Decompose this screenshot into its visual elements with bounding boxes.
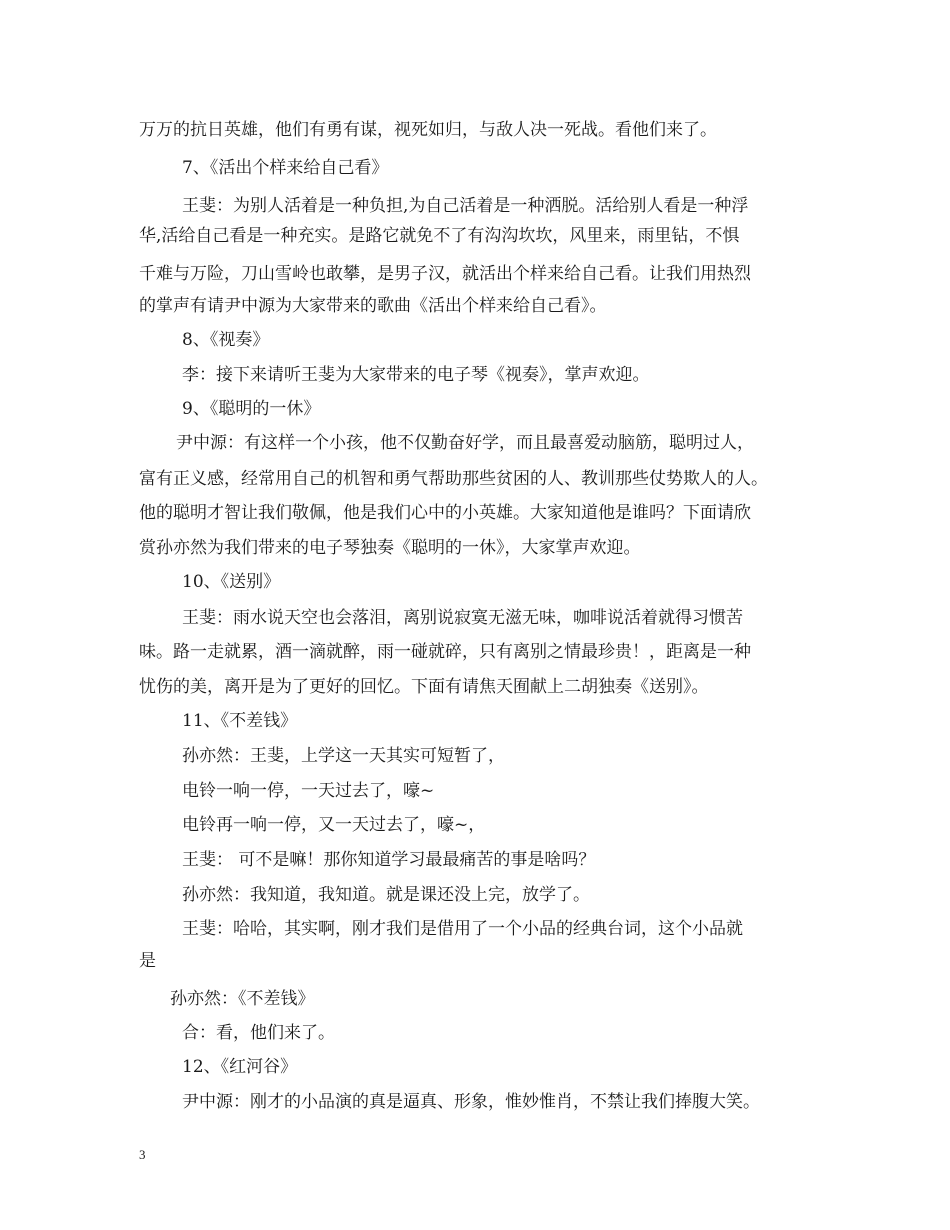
text-line: 孙亦然：王斐，上学这一天其实可短暂了， xyxy=(182,746,505,766)
text-line: 王斐： 可不是嘛！那你知道学习最最痛苦的事是啥吗？ xyxy=(182,850,596,870)
text-line: 孙亦然：《不差钱》 xyxy=(170,989,315,1009)
text-line: 尹中源：刚才的小品演的真是逼真、形象，惟妙惟肖，不禁让我们捧腹大笑。 xyxy=(182,1092,760,1112)
text-line: 赏孙亦然为我们带来的电子琴独奏《聪明的一休》，大家掌声欢迎。 xyxy=(139,538,641,558)
page-number: 3 xyxy=(139,1147,146,1162)
text-line: 王斐：雨水说天空也会落泪，离别说寂寞无滋无味，咖啡说活着就得习惯苦 xyxy=(182,608,743,628)
section-heading: 7、《活出个样来给自己看》 xyxy=(182,158,389,178)
text-line: 味。路一走就累，酒一滴就醉，雨一碰就碎，只有离别之情最珍贵！，距离是一种 xyxy=(139,642,751,662)
text-line: 合：看，他们来了。 xyxy=(182,1023,335,1043)
section-heading: 8、《视奏》 xyxy=(182,330,270,350)
text-line: 华,活给自己看是一种充实。是路它就免不了有沟沟坎坎，风里来，雨里钻，不惧 xyxy=(139,226,740,246)
text-line: 尹中源：有这样一个小孩，他不仅勤奋好学，而且最喜爱动脑筋，聪明过人， xyxy=(176,433,754,453)
text-line: 他的聪明才智让我们敬佩，他是我们心中的小英雄。大家知道他是谁吗？下面请欣 xyxy=(139,503,751,523)
text-line: 的掌声有请尹中源为大家带来的歌曲《活出个样来给自己看》。 xyxy=(139,296,607,316)
section-heading: 9、《聪明的一休》 xyxy=(182,399,321,419)
section-heading: 11、《不差钱》 xyxy=(182,711,298,731)
section-heading: 10、《送别》 xyxy=(182,572,281,592)
text-line: 万万的抗日英雄，他们有勇有谋，视死如归，与敌人决一死战。看他们来了。 xyxy=(139,120,717,140)
section-heading: 12、《红河谷》 xyxy=(182,1057,298,1077)
text-line: 李：接下来请听王斐为大家带来的电子琴《视奏》，掌声欢迎。 xyxy=(182,365,650,385)
text-line: 忧伤的美，离开是为了更好的回忆。下面有请焦天囿献上二胡独奏《送别》。 xyxy=(139,677,709,697)
text-line: 电铃一响一停，一天过去了，嚎~ xyxy=(182,781,435,801)
text-line: 是 xyxy=(139,951,156,971)
text-line: 王斐：为别人活着是一种负担,为自己活着是一种洒脱。活给别人看是一种浮 xyxy=(182,196,749,216)
text-line: 孙亦然：我知道，我知道。就是课还没上完，放学了。 xyxy=(182,885,590,905)
text-line: 富有正义感，经常用自己的机智和勇气帮助那些贫困的人、教训那些仗势欺人的人。 xyxy=(139,469,768,489)
text-line: 电铃再一响一停，又一天过去了，嚎~， xyxy=(182,815,486,835)
text-line: 千难与万险，刀山雪岭也敢攀，是男子汉，就活出个样来给自己看。让我们用热烈 xyxy=(139,264,751,284)
text-line: 王斐：哈哈，其实啊，刚才我们是借用了一个小品的经典台词，这个小品就 xyxy=(182,919,743,939)
